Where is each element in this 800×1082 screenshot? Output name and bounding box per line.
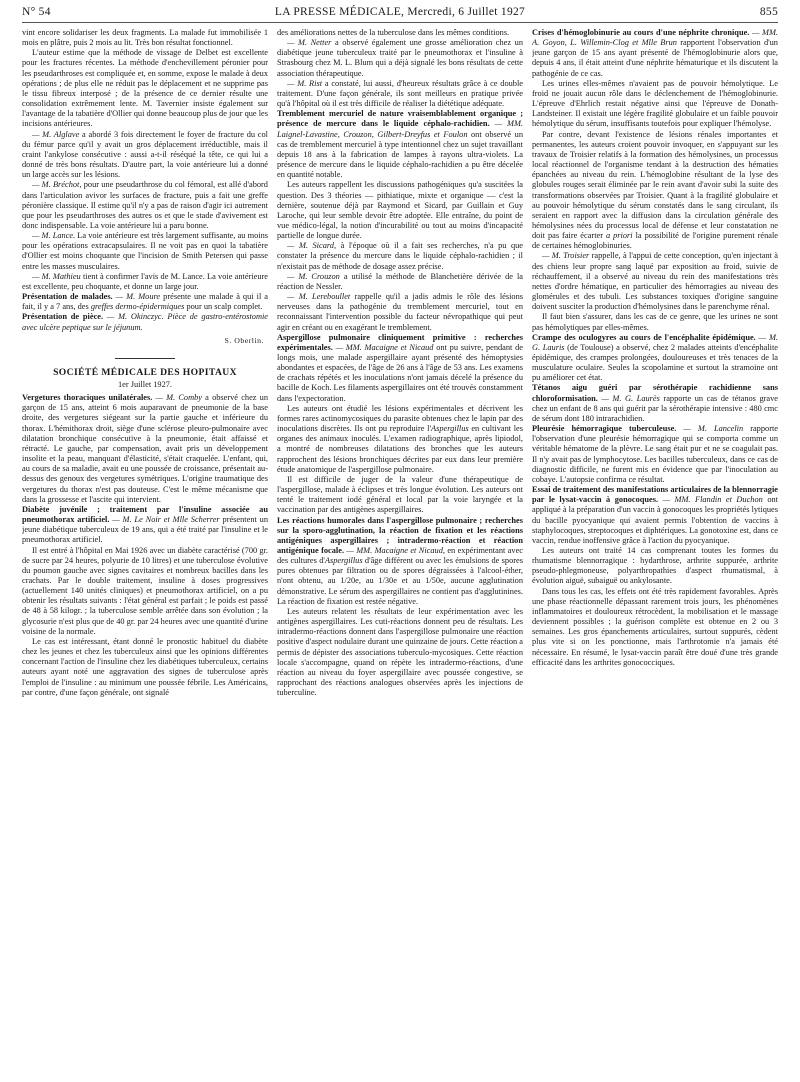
journal-title: LA PRESSE MÉDICALE, Mercredi, 6 Juillet 1927 (274, 6, 526, 18)
section-title: Crampe des oculogyres au cours de l'encéphalite épidémique. (532, 332, 756, 342)
speaker: — M. Comby (152, 393, 202, 403)
paragraph (277, 79, 523, 109)
divider (115, 358, 175, 359)
society-heading: SOCIÉTÉ MÉDICALE DES HOPITAUX (53, 366, 237, 378)
text: Les auteurs ont étudié les lésions expérimentales et décrivent les formes rares actinomycosiques du parasite obtenues chez le lapin par des inoculations discrètes. Ils ont pu reproduire l' (277, 403, 523, 434)
paragraph: Il est entré à l'hôpital en Mai 1926 avec un diabète caractérisé (700 gr. de sucre par 24 heures, polyurie de 10 litres) et une tuberculose évolutive du poumon gauche avec signes cavitaires et nombreux bacilles dans les crachats. Par le double traitement, insuline à doses progressives (actuellement 140 unités cliniques) et pneumothorax artificiel, on a pu obtenir les résultats suivants : l'état général est parfait ; le poids est passé de 48 à 58 kilogr. ; la tuberculose semble arrêtée dans son évolution ; la glycosurie n'est plus que de 40 gr. par 24 heures avec une quantité d'urine voisine de la normale. (22, 545, 268, 636)
text: La voie antérieure est très largement suffisante, au moins pour les opérations extracapsulaires. Il ne voit pas en quoi la tabatière d'Ollier est moins choquante que l'incision de Smith Petersen qui passe entre les masses musculaires. (22, 231, 268, 271)
paragraph (532, 424, 778, 485)
speaker: — M. Lereboullet (287, 292, 351, 302)
text: Par contre, devant l'existence de lésions rénales importantes et permanentes, les auteurs croient pouvoir invoquer, en s'appuyant sur les travaux de Troisier relatifs à la formation des hémolysines, un processus local réactionnel de l'organisme tendant à la destruction des hématies épanchées au niveau du rein. L'hémoglobine résultant de la lyse des globules rouges serait éliminée par le rein avant d'avoir subi la suite des transformations observées par Troisier. Quant à la fragilité globulaire et au pouvoir hémolytique du sérum constatés dans le sang circulant, ils seraient en rapport avec la diffusion dans la circulation générale des hémolysines nées du processus local de défense et leur constatation ne doit pas faire écarter (532, 129, 778, 241)
paragraph (277, 516, 523, 607)
text: a abordé 3 fois directement le foyer de fracture du col du fémur parce qu'il y avait un gros déplacement irréductible, mais il craint l'ankylose consécutive : aussi a-t-il réséqué la tête, ce qui lui a donné de très bons résultats. D'autre part, la voie antérieure lui a donné un large accès sur les lésions. (22, 129, 268, 180)
paragraph (277, 404, 523, 475)
text-italic: Aspergillus (430, 424, 469, 434)
paragraph (22, 180, 268, 231)
column-2 (277, 28, 523, 1074)
section-title: Pleurésie hémorragique tuberculeuse. (532, 424, 677, 434)
text-italic: greffes dermo-épidermiques (90, 302, 185, 312)
section-title: Aspergillose pulmonaire cliniquement primitive : recherches expérimentales. (277, 332, 523, 352)
speaker: — M. Okinczyc. (103, 312, 164, 322)
text: en expérimentant avec des cultures d' (277, 545, 523, 566)
text: rappelle qu'il a jadis admis le rôle des lésions nerveuses dans la pathogénie du tremblement mercuriel, tout en reconnaissant l'intervention possible du facteur névropathique qui peut agir en créant ou en exagérant le tremblement. (277, 292, 523, 332)
speaker: — MM. A. Goyon, L. Willemin-Clog et Mlle Brun (532, 28, 778, 48)
speaker: — M. Troisier (542, 251, 590, 261)
speaker: — M. Le Noir et Mlle Scherrer (109, 515, 220, 525)
page-number: 855 (759, 6, 778, 18)
paragraph (277, 38, 523, 79)
speaker: — M. Alglave (32, 129, 80, 139)
paragraph: L'auteur estime que la méthode de vissage de Delbet est excellente pour les fractures récentes. La méthode d'enchevillement péronier pour les pseudarthroses est compliquée et, en somme, expose le malade à deux opérations ; de plus elle ne réduit pas le déplacement et ne supprime pas le tissu fibreux interposé ; de la présence de ce dernier résulte une consolidation extrêmement lente. M. Tavernier insiste également sur l'avantage de la tabatière d'Ollier qui donne beaucoup plus de jour que les incisions antérieures. (22, 48, 268, 129)
paragraph (532, 251, 778, 312)
paragraph (532, 383, 778, 424)
paragraph (532, 28, 778, 79)
text: pour une pseudarthrose du col fémoral, est allé d'abord dans l'articulation avivor les surfaces de fracture, puis a fait une greffe péronière classique. Il estime qu'il n'y a pas de raison d'agir ici autrement que pour les pseudarthroses des autres os et que le stade d'avivement est donc indispensable. La voie antérieure lui a paru bonne. (22, 180, 268, 230)
column-3 (532, 28, 778, 1074)
page-header (22, 6, 778, 23)
text: tient à confirmer l'avis de M. Lance. La voie antérieure est excellente, peu choquante, et donne un large jour. (22, 271, 268, 291)
speaker: — M. Mathieu (32, 271, 81, 281)
text: rapporte un cas de tétanos grave chez un enfant de 8 ans qui guérit par la sérothérapie intensive : 480 cmc de sérum dont 180 intrarachidien. (532, 393, 778, 423)
text-italic: a priori (605, 231, 633, 241)
speaker: — MM. Macaigne et Nicaud (332, 342, 434, 352)
text: ont observé un cas de tremblement mercuriel à type intentionnel chez un sujet travaillant depuis 18 ans à la fabrication de lampes à rayons ultra-violets. La présence de mercure dans le liquide céphalo-rachidien a pu être décelée en quantité notable. (277, 129, 523, 180)
section-title: Diabète juvénile ; traitement par l'insuline associée au pneumothorax artificiel. (22, 504, 268, 525)
speaker: — M. G. Lauris (532, 332, 778, 352)
section-title: Crises d'hémoglobinurie au cours d'une néphrite chronique. (532, 28, 750, 37)
text-italic: Pièce de gastro-entérostomie avec ulcère peptique sur le jéjunum. (22, 312, 268, 332)
paragraph (22, 292, 268, 312)
text: la possibilité de l'origine purement rénale de certaines hémoglobinuries. (532, 231, 778, 251)
section-title: Présentation de pièce. (22, 312, 104, 322)
paragraph (277, 333, 523, 404)
paragraph (277, 241, 523, 271)
speaker: — M. G. Laurès (597, 393, 660, 403)
speaker: — M. Lancelin (676, 424, 744, 434)
paragraph: Les auteurs ont traité 14 cas comprenant toutes les formes du rhumatisme blennorragique : hydarthrose, arthrite suppurée, arthrite pseudo-phlegmoneuse, polyarthropathies d'aspect rhumatismal, à évolution aiguë, subaiguë ou ankylosante. (532, 545, 778, 586)
text: en cultivant les organes des animaux inoculés. L'examen radiographique, après lipiodol, a montré de nombreuses dilatations des bronches que les auteurs rapprochent des lésions bronchiques décrites par eux dans leur première étude anatomique de l'aspergillose pulmonaire. (277, 424, 523, 474)
paragraph (22, 231, 268, 272)
speaker: — M. Netter (287, 38, 332, 48)
text: ont appliqué à la préparation d'un vaccin à gonocoques les propriétés lytiques du bacille pyocyanique qui avaient permis l'obtention de vaccins à staphylocoques, streptocoques et diphtériques. La gonotoxine est, dans ce vaccin, rendue inoffensive grâce à l'action du pyocyanique. (532, 495, 778, 545)
paragraph: vint encore solidariser les deux fragments. La malade fut immobilisée 1 mois en plâtre, puis 2 mois au lit. Très bon résultat fonctionnel. (22, 28, 268, 48)
speaker: — MM. Laignel-Lavastine, Crouzon, Gilbert-Dreyfus et Foulon (277, 119, 523, 139)
speaker: — M. Lance. (32, 231, 76, 241)
text: d'âge différent ou avec les émulsions de spores pures obtenues par filtration ou de spores dégraissées à l'alcool-éther, n'ont obtenu, au 1/20e, au 1/30e et au 1/50e, aucune agglutination démonstrative. Le sérum des aspergillaires ne contient pas d'agglutinines. La réaction de fixation est restée négative. (277, 556, 523, 606)
text: présentent un jeune diabétique tuberculeux de 19 ans, qui a été traité par l'insuline et le pneumothorax artificiel. (22, 515, 268, 545)
section-title: Tremblement mercuriel de nature vraisemblablement organique ; présence de mercure dans le liquide céphalo-rachidien. (277, 109, 523, 129)
section-title: Tétanos aigu guéri par sérothérapie rachidienne sans chloroformisation. (532, 383, 778, 403)
paragraph (532, 130, 778, 252)
text-italic: Aspergillus (324, 556, 363, 566)
section-title: Essai de traitement des manifestations articulaires de la blennorragie par le lysat-vaccin à gonocoques. (532, 485, 778, 505)
paragraph (22, 130, 268, 181)
text: rapportent l'observation d'un jeune garçon de 15 ans ayant présenté de l'hémoglobinurie alors que, depuis 4 ans, il était atteint d'une néphrite hématurique et ils discutent la pathogénie de ce cas. (532, 38, 778, 78)
section-title: Présentation de malades. (22, 292, 113, 302)
signature: S. Oberlin. (224, 335, 264, 345)
speaker: — M. Moure (112, 292, 161, 302)
paragraph (277, 272, 523, 292)
section-title: Les réactions humorales dans l'aspergillose pulmonaire ; recherches sur la sporo-agglutination, la réaction de fixation et les réactions antigéniques aspergillaires ; intradermo-réaction et réaction antigénique focale. (277, 515, 523, 555)
paragraph (22, 393, 268, 505)
paragraph: Il est difficile de juger de la valeur d'une thérapeutique de l'aspergillose, malade à éclipses et très longue évolution. Les auteurs ont tenté le traitement iodé général et local par la voie laryngée et la vaccination par des antigènes aspergillaires. (277, 474, 523, 515)
text: a observé chez un garçon de 15 ans, atteint 6 mois auparavant de pneumonie de la base droite, des vergetures siégeant sur la partie gauche et inférieure du thorax. L'hémithorax droit, siège d'une sclérose pleuro-pulmonaire avec dilatation bronchique consécutive à la pneumonie, était affaissé et rétracté. Le gauche, par compensation, avait pris un développement insolite et la peau, manquant d'élasticité, s'était craquelée. L'enfant, qui, au cours de sa maladie, avait eu une poussée de croissance, présentait au-dessus des genoux des vergetures symétriques. L'origine traumatique des vergetures du thorax n'est pas douteuse. C'est le même mécanisme que dans la grossesse et l'ascite qui intervient. (22, 393, 268, 504)
text: à l'époque où il a fait ses recherches, n'a pu que constater la présence du mercure dans le liquide céphalo-rachidien ; il n'existait pas de méthode de dosage assez précise. (277, 241, 523, 271)
text: rappelle, à l'appui de cette conception, qu'en injectant à des chiens leur propre sang laqué par exposition au froid, suivie de réchauffement, il a observé au niveau du rein des manifestations très nettes d'ordre hématique, en particulier des hémorragies au niveau des glomérules et des tubuli. Les substances toxiques d'origine sanguine doivent susciter la production d'hémolysines dans le parenchyme rénal. (532, 251, 778, 312)
text: a constaté, lui aussi, d'heureux résultats grâce à ce double traitement. D'une façon générale, ils sont meilleurs en pratique privée qu'à l'hôpital où il est très difficile de réaliser la diététique adéquate. (277, 78, 523, 109)
speaker: — M. Rist (287, 78, 323, 88)
paragraph: Les auteurs rappellent les discussions pathogéniques qu'a suscitées la question. Des 3 théories — pithiatique, mixte et organique — c'est la dernière, soutenue déjà par Raymond et Sicard, par Guillain et Guy Laroche, qui leur semble devoir être adoptée. Elle entraîne, du point de vue médico-légal, la notion d'incurabilité ou tout au moins d'incapacité partielle de longue durée. (277, 180, 523, 241)
speaker: — M. Bréchot, (32, 180, 82, 190)
issue-number: N° 54 (22, 6, 51, 18)
paragraph (22, 272, 268, 292)
paragraph (22, 505, 268, 546)
speaker: — MM. Macaigne et Nicaud, (344, 545, 445, 555)
speaker: — MM. Flandin et Duchon (658, 495, 763, 505)
text: (de Toulouse) a observé, chez 2 malades atteints d'encéphalite épidémique, des crampes prolongées, douloureuses et très tenaces de la musculature oculaire. Seules la scopolamine et surtout la stramoine ont pu améliorer cet état. (532, 342, 778, 383)
speaker: — M. Crouzon (287, 271, 340, 281)
paragraph (277, 109, 523, 180)
paragraph (532, 333, 778, 384)
paragraph: Dans tous les cas, les effets ont été très rapidement favorables. Après une phase réactionnelle dépassant rarement trois jours, les phénomènes inflammatoires et douloureux rétrocèdent, la mobilisation et le massage deviennent possibles ; la guérison complète est obtenue en 2 ou 3 semaines. Les gros épanchements articulaires, surtout suppurés, cèdent plus vite si on les ponctionne, mais l'arthrotomie n'a jamais été nécessaire. En résumé, le lysat-vaccin paraît être doué d'une très grande efficacité dans les arthrites gonococciques. (532, 586, 778, 667)
paragraph: Il faut bien s'assurer, dans les cas de ce genre, que les urines ne sont pas hémolytiques par elles-mêmes. (532, 312, 778, 332)
paragraph (277, 292, 523, 333)
text: a utilisé la méthode de Blanchetière dérivée de la réaction de Nessler. (277, 271, 523, 291)
section-title: Vergetures thoraciques unilatérales. (22, 393, 153, 403)
text: a observé également une grosse amélioration chez un diabétique jeune tuberculeux traité par le pneumothorax et l'insuline à Strasbourg chez M. L. Blum qui a déjà signalé les bons résultats de cette association thérapeutique. (277, 38, 523, 78)
text: rapporte l'observation d'une pleurésie hémorragique qui se comporta comme un véritable hématome de la plèvre. Le sang était pur et ne se coagulait pas. Il n'y avait pas de lymphocytose. Les bacilles tuberculeux, dans ce cas de diagnostic difficile, ne furent mis en évidence que par l'inoculation au cobaye. L'autopsie confirma ce résultat. (532, 424, 778, 484)
text: pour un scalp complet. (184, 302, 263, 312)
paragraph: Le cas est intéressant, étant donné le pronostic habituel du diabète chez les jeunes et chez les tuberculeux ainsi que les opinions différentes concernant l'action de l'insuline chez les diabétiques tuberculeux, certains auteurs ayant noté une aggravation des signes de tuberculose après l'emploi de l'insuline : au minimum une poussée fébrile. Les Américains, par contre, d'une façon générale, ont signalé (22, 636, 268, 697)
text: présente une malade à qui il a fait, il y a 7 ans, des (22, 292, 268, 312)
column-1 (22, 28, 268, 1074)
paragraph: Les auteurs relatent les résultats de leur expérimentation avec les antigènes aspergillaires. Les cuti-réactions donnent peu de résultats. Les intradermo-réactions donnent dans l'aspergillose pulmonaire une réaction positive d'aspect nodulaire durant une quinzaine de jours. Cette réaction a permis de dépister des associations tuberculo-mycosiques. Cette réaction locale s'accompagne, quand on répète les intradermo-réactions, d'une réaction au niveau du foyer aspergillaire avec poussée congestive, se rapprochant des réactions analogues observées après les injections de tuberculine. (277, 606, 523, 698)
paragraph: des améliorations nettes de la tuberculose dans les mêmes conditions. (277, 28, 510, 37)
paragraph: Les urines elles-mêmes n'avaient pas de pouvoir hémolytique. Le froid ne jouait aucun rôle dans le déclenchement de l'hémoglobinurie. L'épreuve d'Ehrlich restait négative ainsi que l'épreuve de Donath-Landsteiner. Il existait une légère fragilité globulaire et un faible pouvoir hémolytique du sérum, insuffisants toutefois pour expliquer l'hémolyse. (532, 78, 778, 129)
paragraph (22, 312, 268, 332)
text: ont pu suivre, pendant de longs mois, une malade aspergillaire ayant présenté des hémoptysies abondantes et espacées, de l'âge de 26 ans à l'âge de 53 ans. Les examens de crachats répétés et les inoculations n'ont jamais décelé la présence du bacille de Koch. Les filaments aspergillaires ont été trouvés constamment dans l'expectoration. (277, 342, 523, 403)
speaker: — M. Sicard, (287, 241, 337, 251)
paragraph (532, 485, 778, 546)
session-date: 1er Juillet 1927. (118, 380, 172, 389)
